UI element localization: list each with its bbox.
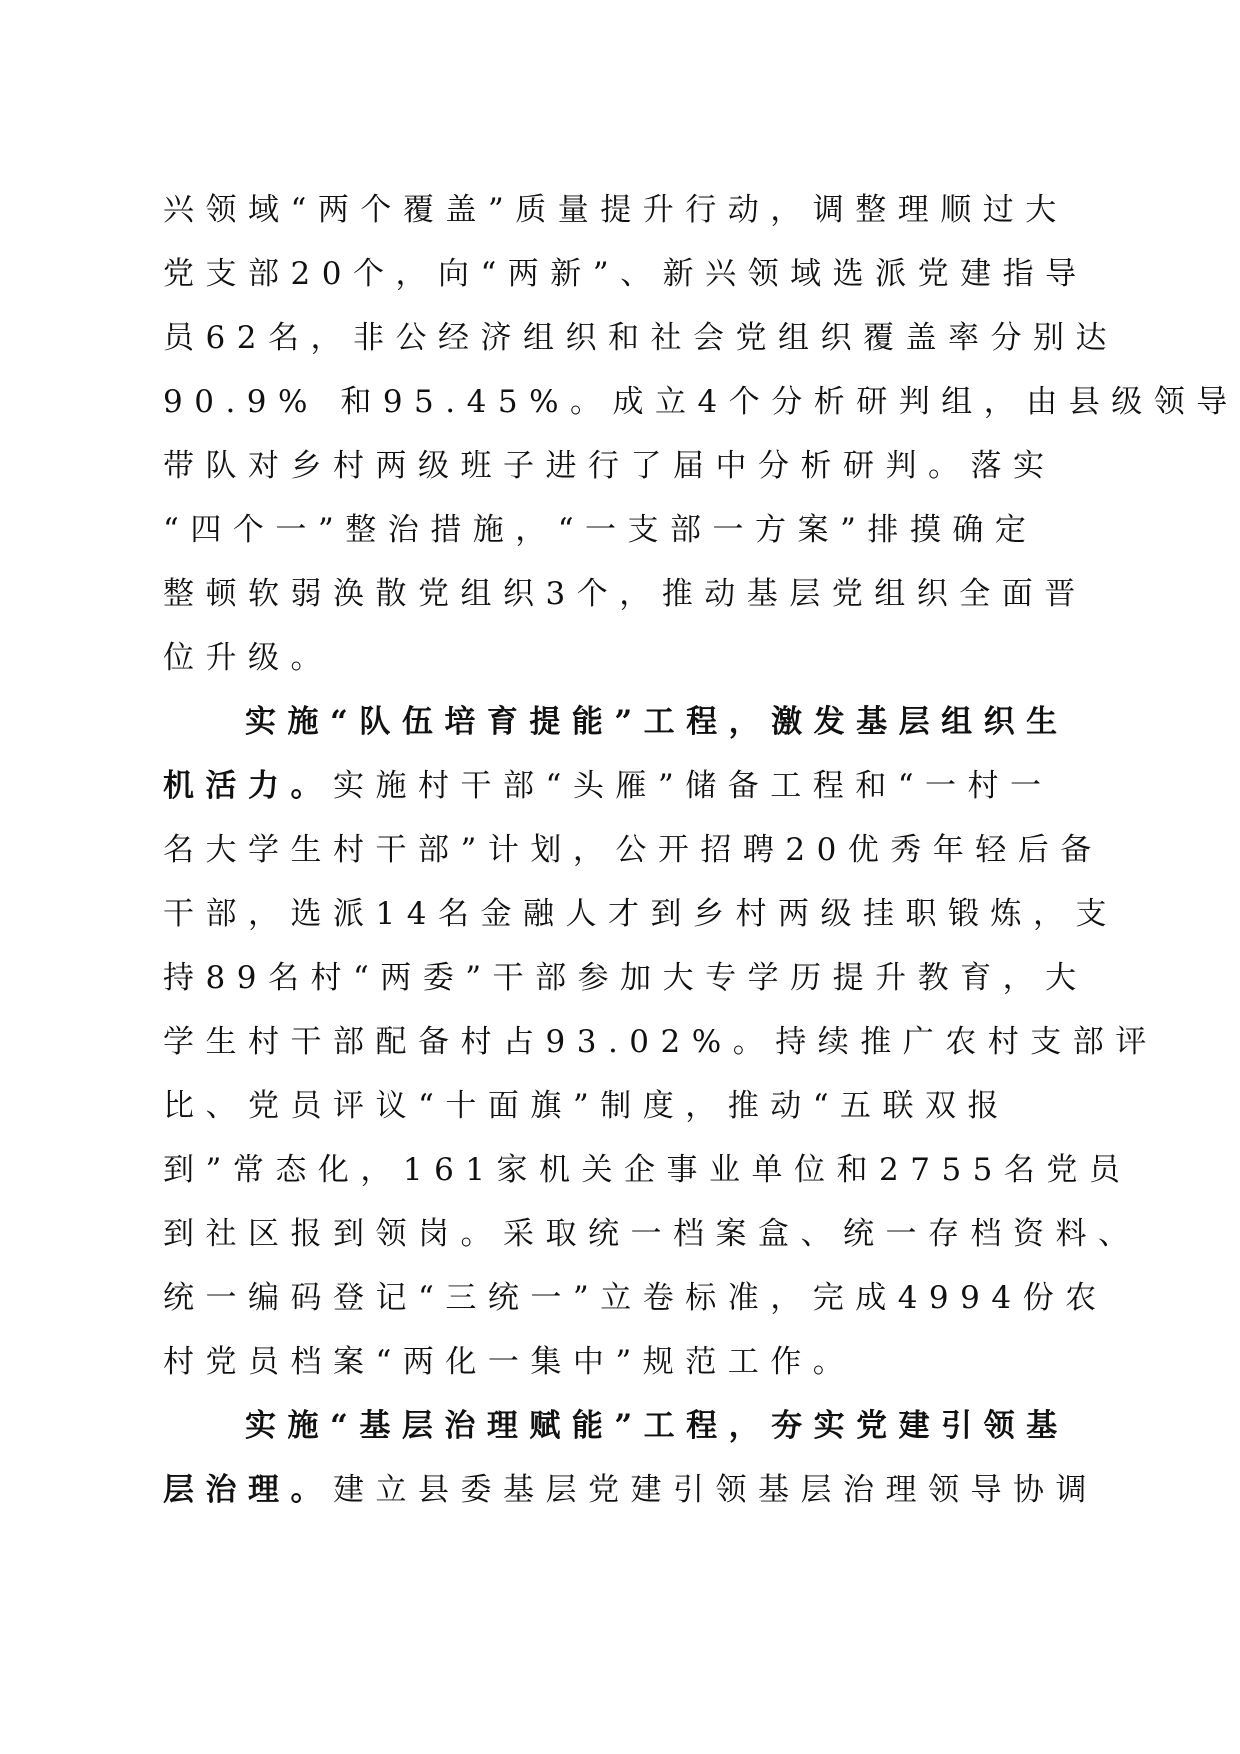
text-line: “四个一”整治措施，“一支部一方案”排摸确定: [163, 512, 1038, 548]
text-line: 学生村干部配备村占93.02%。持续推广农村支部评: [163, 1024, 1158, 1060]
text-line: 党支部20个，向“两新”、新兴领域选派党建指导: [163, 256, 1088, 292]
paragraph-coverage: [163, 178, 1239, 690]
text-run: 实施村干部“头雁”储备工程和“一村一: [333, 768, 1053, 804]
text-line: 村党员档案“两化一集中”规范工作。: [163, 1344, 856, 1380]
text-line: 位升级。: [163, 640, 333, 676]
section-heading: 实施“基层治理赋能”工程，夯实党建引领基: [245, 1408, 1069, 1444]
text-line: 员62名，非公经济组织和社会党组织覆盖率分别达: [163, 320, 1118, 356]
text-line: 干部，选派14名金融人才到乡村两级挂职锻炼，支: [163, 896, 1118, 932]
text-line: 持89名村“两委”干部参加大专学历提升教育，大: [163, 960, 1088, 996]
text-line: 整顿软弱涣散党组织3个，推动基层党组织全面晋: [163, 576, 1087, 612]
section-heading-end: 机活力。: [163, 768, 333, 804]
text-line: 比、党员评议“十面旗”制度，推动“五联双报: [163, 1088, 1011, 1124]
paragraph-governance: [163, 1394, 1098, 1522]
text-line: 名大学生村干部”计划，公开招聘20优秀年轻后备: [163, 832, 1103, 868]
text-line: 90.9% 和95.45%。成立4个分析研判组，由县级领导: [163, 384, 1239, 420]
text-line: 到社区报到领岗。采取统一档案盒、统一存档资料、: [163, 1216, 1141, 1252]
text-line: 统一编码登记“三统一”立卷标准，完成4994份农: [163, 1280, 1108, 1316]
text-line: 带队对乡村两级班子进行了届中分析研判。落实: [163, 448, 1056, 484]
text-line: 到”常态化，161家机关企事业单位和2755名党员: [163, 1152, 1132, 1188]
paragraph-team-training: [163, 690, 1158, 1394]
text-run: 建立县委基层党建引领基层治理领导协调: [333, 1472, 1098, 1508]
text-line: 兴领域“两个覆盖”质量提升行动，调整理顺过大: [163, 192, 1068, 228]
document-page: [163, 178, 1239, 1522]
section-heading-end: 层治理。: [163, 1472, 333, 1508]
section-heading: 实施“队伍培育提能”工程，激发基层组织生: [245, 704, 1069, 740]
text-line: [163, 754, 1073, 818]
text-line: [163, 1458, 1098, 1522]
